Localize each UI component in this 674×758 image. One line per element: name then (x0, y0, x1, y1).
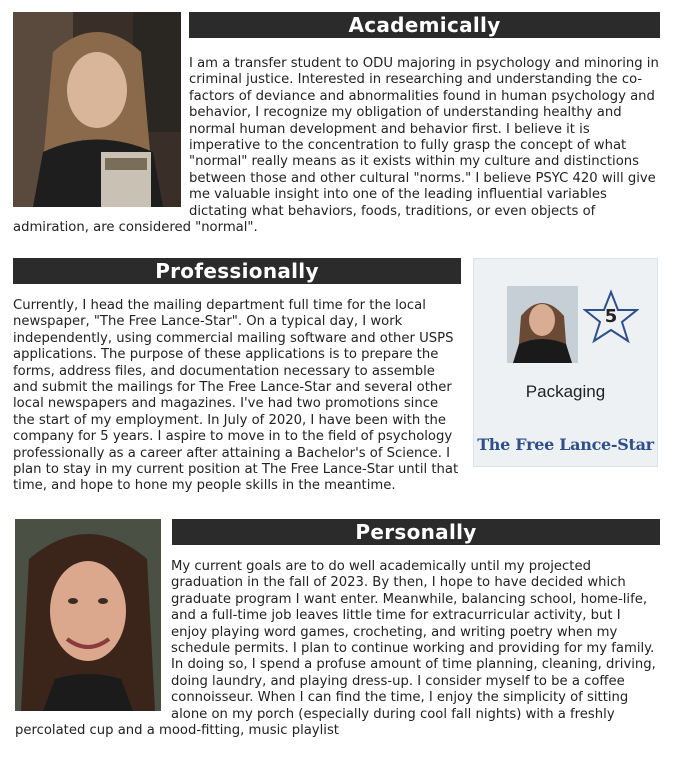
personal-section (0, 515, 674, 758)
personal-paragraph: My current goals are to do well academically until my projected graduation in the fall of 2023. By then, I hope to have decided which graduate program I want enter. Meanwhile, balancing school, home-life, and a full-time job leaves little time for extracurricular activity, but I enjoy playing word games, crocheting, and writing poetry when my schedule permits. I plan to continue working and providing for my family. In doing so, I spend a profuse amount of time planning, cleaning, driving, doing laundry, and playing dress-up. I consider myself to be a coffee connoisseur. When I can find the time, I enjoy the simplicity of sitting alone on my porch (especially during cool fall nights) with a freshly percolated cup and a mood-fitting, music playlist (15, 559, 656, 739)
professional-heading: Professionally (13, 258, 461, 284)
academic-heading: Academically (189, 12, 660, 38)
badge-photo (507, 286, 578, 363)
personal-photo (15, 519, 161, 711)
professional-section (0, 250, 674, 505)
personal-heading: Personally (172, 519, 660, 545)
academic-paragraph: I am a transfer student to ODU majoring in psychology and minoring in criminal justice. Interested in researching and understanding the co-factors of deviance and abnormalities found in human psychology and behavior, I recognize my obligation of understanding healthy and normal human development and behavior first. I believe it is imperative to the concentration to fully grasp the concept of what "normal" really means as it exists within my culture and distinctions between those and other cultural "norms." I believe PSYC 420 will give me valuable insight into one of the leading influential variables dictating what behaviors, foods, traditions, or even objects of admiration, are considered "normal". (13, 56, 659, 236)
academic-photo (13, 12, 181, 207)
academic-section (0, 0, 674, 245)
badge-company: The Free Lance-Star (477, 435, 654, 454)
employee-badge (473, 258, 658, 467)
professional-paragraph: Currently, I head the mailing department full time for the local newspaper, "The Free Lance-Star". On a typical day, I work independently, using commercial mailing software and other USPS applications. The purpose of these applications is to prepare the forms, address files, and documentation necessary to assemble and submit the mailings for The Free Lance-Star and several other local newspapers and magazines. I've had two promotions since the start of my employment. In July of 2020, I have been with the company for 5 years. I aspire to move in to the field of psychology professionally as a career after attaining a Bachelor's of Science. I plan to stay in my current position at The Free Lance-Star until that time, and hope to hone my people skills in the meantime. (13, 298, 459, 494)
star-icon (583, 289, 639, 345)
star-number: 5 (604, 306, 618, 327)
badge-department: Packaging (525, 382, 606, 401)
